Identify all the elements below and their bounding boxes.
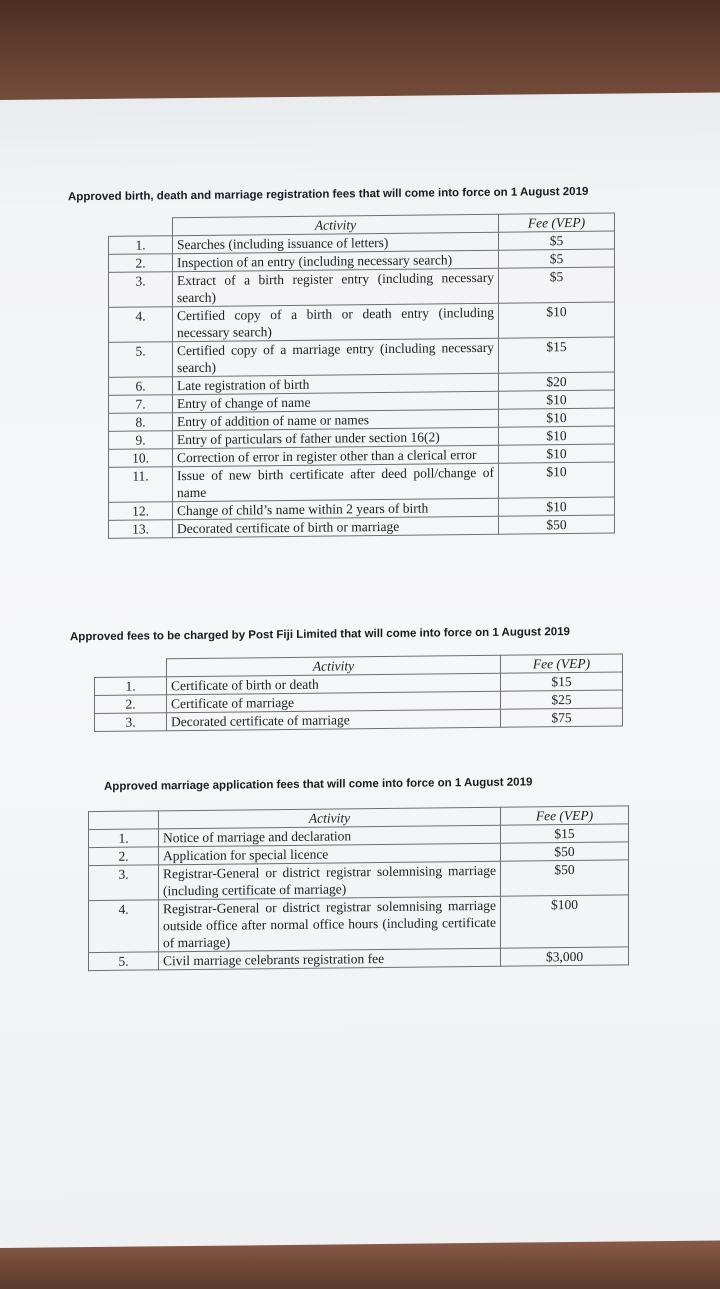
row-activity: Registrar-General or district registrar solemnising marriage (including certificate of marriage) [159,861,501,900]
row-activity: Certified copy of a birth or death entry (including necessary search) [173,303,499,341]
background-bottom [0,1240,720,1289]
row-activity: Entry of particulars of father under section 16(2) [173,427,499,448]
row-activity: Certified copy of a marriage entry (including necessary search) [173,338,499,376]
row-number: 4. [89,900,159,953]
row-fee: $10 [499,426,615,445]
row-fee: $5 [499,249,615,268]
row-fee: $15 [501,824,629,843]
section3-heading: Approved marriage application fees that will come into force on 1 August 2019 [104,776,533,793]
activity-header: Activity [173,214,499,235]
table-row [89,860,629,901]
row-activity: Late registration of birth [173,373,499,394]
row-number: 2. [89,847,159,866]
row-activity: Issue of new birth certificate after deed poll/change of name [173,463,499,501]
table-row [109,337,615,377]
section1-heading: Approved birth, death and marriage registration fees that will come into force on 1 August 2019 [68,185,589,204]
activity-header: Activity [167,655,501,676]
fee-header: Fee (VEP) [501,654,623,673]
row-number: 3. [95,713,167,732]
row-activity: Decorated certificate of birth or marriage [173,516,499,537]
fee-header: Fee (VEP) [501,806,629,825]
row-number: 4. [109,307,173,343]
row-activity: Application for special licence [159,843,501,865]
row-fee: $10 [499,408,615,427]
row-fee: $50 [501,842,629,861]
row-number: 9. [109,431,173,450]
table-row [89,895,629,953]
row-number: 1. [109,236,173,255]
row-fee: $25 [501,690,623,709]
row-fee: $20 [499,372,615,391]
row-fee: $100 [501,895,629,948]
row-activity: Certificate of marriage [167,691,501,712]
row-fee: $10 [499,462,615,498]
row-number: 2. [109,254,173,273]
row-number: 10. [109,449,173,468]
row-activity: Notice of marriage and declaration [159,825,501,847]
activity-header: Activity [159,807,501,829]
table-row [109,462,615,502]
row-number: 13. [109,520,173,539]
fee-header: Fee (VEP) [499,213,615,232]
row-fee: $10 [499,444,615,463]
document-page [0,92,720,1248]
row-number: 12. [109,502,173,521]
row-fee: $10 [499,390,615,409]
row-number: 5. [89,952,159,971]
table-row [109,267,615,307]
row-number: 3. [109,272,173,308]
section2-heading: Approved fees to be charged by Post Fiji Limited that will come into force on 1 August 2019 [70,626,570,644]
row-activity: Decorated certificate of marriage [167,709,501,730]
row-fee: $3,000 [501,947,629,966]
row-activity: Change of child’s name within 2 years of birth [173,498,499,519]
marriage-application-fees-table [88,805,629,971]
table-row [109,302,615,342]
row-number: 5. [109,342,173,378]
row-number: 1. [89,829,159,848]
row-fee: $5 [499,231,615,250]
row-fee: $75 [501,708,623,727]
row-fee: $15 [499,337,615,373]
row-number: 11. [109,467,173,503]
row-number: 1. [95,677,167,696]
post-fiji-fees-table [94,653,623,732]
row-activity: Inspection of an entry (including necessary search) [173,250,499,271]
row-activity: Entry of addition of name or names [173,409,499,430]
row-fee: $10 [499,497,615,516]
registration-fees-table [108,213,615,539]
row-fee: $10 [499,302,615,338]
row-number: 6. [109,377,173,396]
row-fee: $50 [501,860,629,896]
row-activity: Registrar-General or district registrar solemnising marriage outside office after normal office hours (including certificate of marriage) [159,896,501,952]
row-number: 8. [109,413,173,432]
row-activity: Civil marriage celebrants registration fee [159,948,501,970]
row-fee: $15 [501,672,623,691]
row-number: 2. [95,695,167,714]
row-fee: $50 [499,515,615,534]
row-fee: $5 [499,267,615,303]
row-activity: Extract of a birth register entry (including necessary search) [173,268,499,306]
row-number: 7. [109,395,173,414]
row-number: 3. [89,865,159,901]
row-activity: Certificate of birth or death [167,673,501,694]
row-activity: Correction of error in register other than a clerical error [173,445,499,466]
row-activity: Entry of change of name [173,391,499,412]
row-activity: Searches (including issuance of letters) [173,232,499,253]
